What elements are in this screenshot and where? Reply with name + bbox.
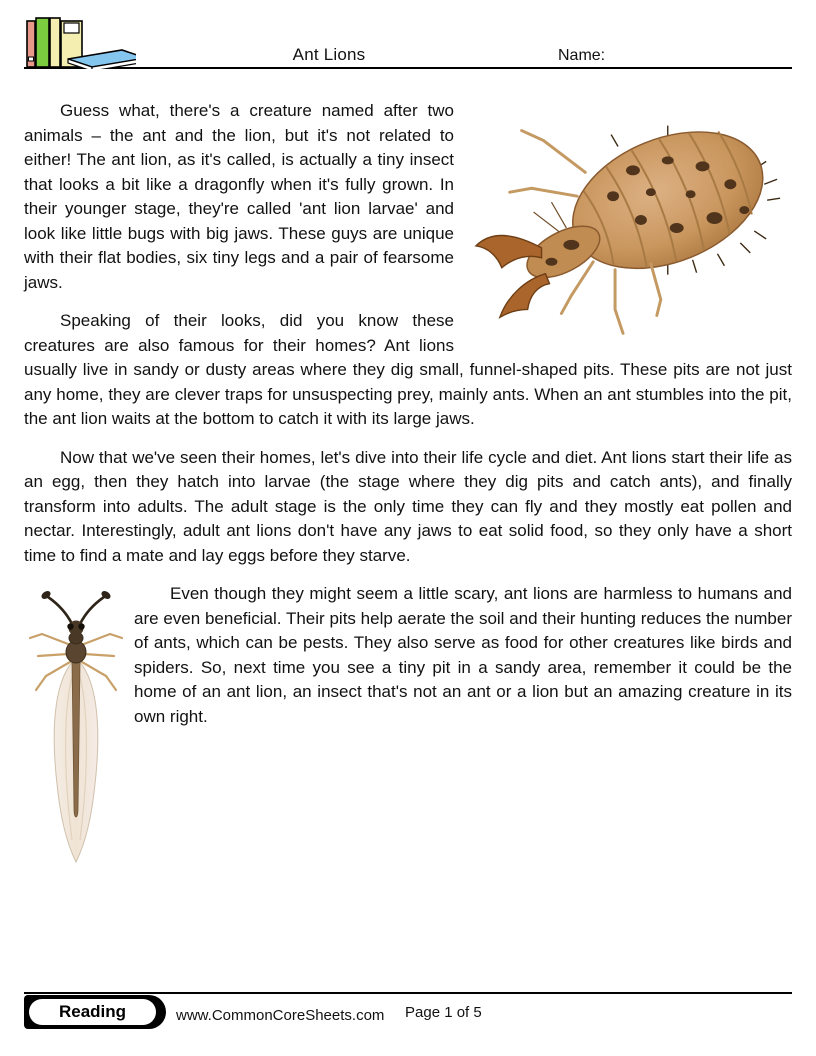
paragraph-4: Even though they might seem a little scary, ant lions are harmless to humans and are even beneficial. Their pits help aerate the soil and their hunting reduces the number of ants, which can be pests. They also serve as food for other creatures like birds and spiders. So, next time you see a tiny pit in a sandy area, remember it could be the home of an ant lion, an insect that's not an ant or a lion but an amazing creature in its own right. xyxy=(134,584,792,726)
reading-badge xyxy=(24,995,166,1029)
website-url: www.CommonCoreSheets.com xyxy=(176,1007,385,1024)
reading-passage xyxy=(24,68,792,870)
stack-of-books-icon xyxy=(24,13,136,69)
name-label: Name: xyxy=(558,47,606,64)
header xyxy=(24,0,792,69)
reading-badge-label: Reading xyxy=(29,999,156,1025)
adult-ant-lion-image xyxy=(24,582,128,870)
ant-lion-larva-image xyxy=(464,99,792,351)
footer-divider xyxy=(24,992,792,994)
page-number: Page 1 of 5 xyxy=(405,1004,482,1021)
paragraph-2: Speaking of their looks, did you know these creatures are also famous for their homes? Ant lions usually live in sandy or dusty areas where they dig small, funnel-shaped pits. These pits are not just any home, they are clever traps for unsuspecting prey, mainly ants. When an ant stumbles into the pit, the ant lion waits at the bottom to catch it with its large jaws. xyxy=(24,311,792,428)
paragraph-1: Guess what, there's a creature named after two animals – the ant and the lion, but it's not related to either! The ant lion, as it's called, is actually a tiny insect that looks a bit like a dragonfly when it's fully grown. In their younger stage, they're called 'ant lion larvae' and look like little bugs with big jaws. These guys are unique with their flat bodies, six tiny legs and a pair of fearsome jaws. xyxy=(24,101,454,292)
paragraph-3: Now that we've seen their homes, let's dive into their life cycle and diet. Ant lions start their life as an egg, then they hatch into larvae (the stage where they dig pits and catch ants), and finally transform into adults. The adult stage is the only time they can fly and they mostly eat pollen and nectar. Interestingly, adult ant lions don't have any jaws to eat solid food, so they only have a short time to find a mate and lay eggs before they starve. xyxy=(24,447,792,565)
page-title: Ant Lions xyxy=(292,45,366,64)
